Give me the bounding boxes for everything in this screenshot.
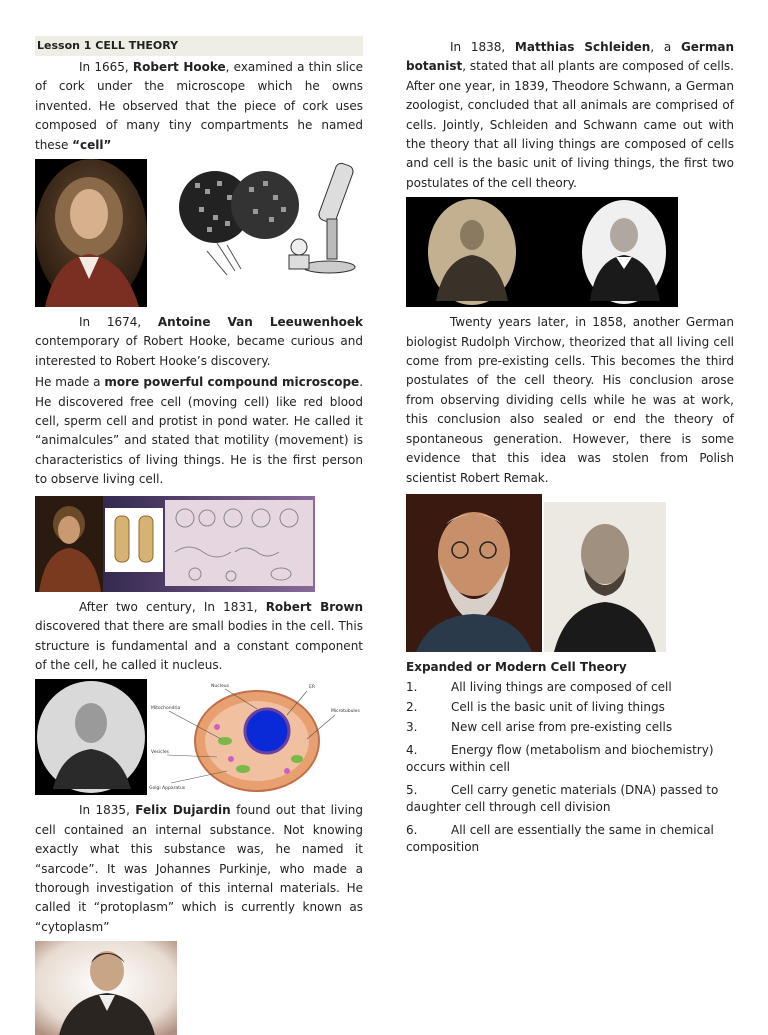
- leeuwenhoek-banner: [35, 496, 315, 592]
- remak-portrait: [544, 502, 666, 652]
- hooke-portrait: [35, 159, 147, 307]
- hooke-paragraph: In 1665, Robert Hooke, examined a thin slice of cork under the microscope which he owns invented. He observed that the piece of cork uses composed of many tiny compartments he named these “cell”: [35, 60, 363, 152]
- brown-portrait: [35, 679, 147, 795]
- hooke-images: [35, 159, 363, 307]
- leeuwenhoek-name: Antoine Van Leeuwenhoek: [157, 315, 363, 330]
- schleiden-name: Matthias Schleiden: [514, 40, 651, 54]
- modern-theory-title: Expanded or Modern Cell Theory: [406, 659, 627, 674]
- label-microtubules: Microtubules: [331, 709, 360, 715]
- virchow-images: [406, 494, 734, 654]
- dujardin-name: Felix Dujardin: [135, 803, 231, 818]
- leeuwenhoek-paragraph-1: In 1674, Antoine Van Leeuwenhoek contemporary of Robert Hooke, became curious and interested to Robert Hooke’s discovery.: [35, 315, 363, 368]
- list-item: 5. Cell carry genetic materials (DNA) passed to daughter cell through cell division: [406, 782, 719, 814]
- list-item: 2. Cell is the basic unit of living things: [406, 699, 665, 714]
- label-mitochondria: Mitochondria: [151, 706, 181, 712]
- schleiden-role: German botanist: [406, 40, 734, 74]
- microscope-term: more powerful compound microscope: [104, 375, 360, 390]
- list-item: 4. Energy flow (metabolism and biochemistry) occurs within cell: [406, 742, 714, 774]
- hooke-name: Robert Hooke: [132, 60, 226, 74]
- brown-paragraph: After two century, In 1831, Robert Brown discovered that there are small bodies in the cell. This structure is fundamental and a constant component of the cell, he called it nucleus.: [35, 599, 364, 672]
- brown-name: Robert Brown: [265, 599, 364, 614]
- label-er: ER: [309, 685, 315, 691]
- label-vesicles: Vesicles: [151, 750, 169, 756]
- cork-illustration: [177, 159, 363, 277]
- virchow-paragraph: Twenty years later, in 1858, another German biologist Rudolph Virchow, theorized that all living cell come from pre-existing cells. This becomes the third postulates of the cell theory. His conclusion arose from observing dividing cells while he was at work, this conclusion also sealed or end the theory of spontaneous generation. However, there is some evidence that this idea was stolen from Polish scientist Robert Remak.: [406, 315, 734, 485]
- virchow-portrait: [406, 494, 542, 652]
- schleiden-paragraph: In 1838, Matthias Schleiden, a German botanist, stated that all plants are composed of cells. After one year, in 1839, Theodore Schwann, a German zoologist, concluded that all animals are comprised of cells. Jointly, Schleiden and Schwann came out with the theory that all living things are composed of cells and cell is the basic unit of living things, the first two postulates of the cell theory.: [406, 40, 734, 190]
- right-column: [406, 38, 734, 856]
- modern-theory-list: [406, 679, 734, 856]
- label-golgi: Golgi Apparatus: [149, 786, 186, 792]
- label-nucleus: Nucleus: [211, 684, 229, 690]
- cell-word: “cell”: [72, 137, 112, 152]
- brown-images: [35, 679, 363, 795]
- list-item: 3. New cell arise from pre-existing cells: [406, 719, 673, 734]
- list-item: 1. All living things are composed of cell: [406, 679, 672, 694]
- dujardin-paragraph: In 1835, Felix Dujardin found out that living cell contained an internal substance. Not knowing exactly what this substance was, he named it “sarcode”. It was Johannes Purkinje, who made a thorough investigation of this internal materials. He called it “protoplasm” which is currently known as “cytoplasm”: [35, 803, 363, 934]
- lesson-heading: Lesson 1 CELL THEORY: [35, 36, 363, 56]
- schleiden-schwann-portraits: [406, 197, 678, 307]
- leeuwenhoek-paragraph-2: He made a more powerful compound microscope. He discovered free cell (moving cell) like red blood cell, sperm cell and protist in pond water. He called it “animalcules” and stated that motility (movement) is characteristics of living things. He is the first person to observe living cell.: [35, 375, 364, 487]
- dujardin-portrait: [35, 941, 177, 1035]
- list-item: 6. All cell are essentially the same in chemical composition: [406, 822, 714, 854]
- cell-diagram: [147, 679, 363, 795]
- left-column: [35, 36, 363, 1035]
